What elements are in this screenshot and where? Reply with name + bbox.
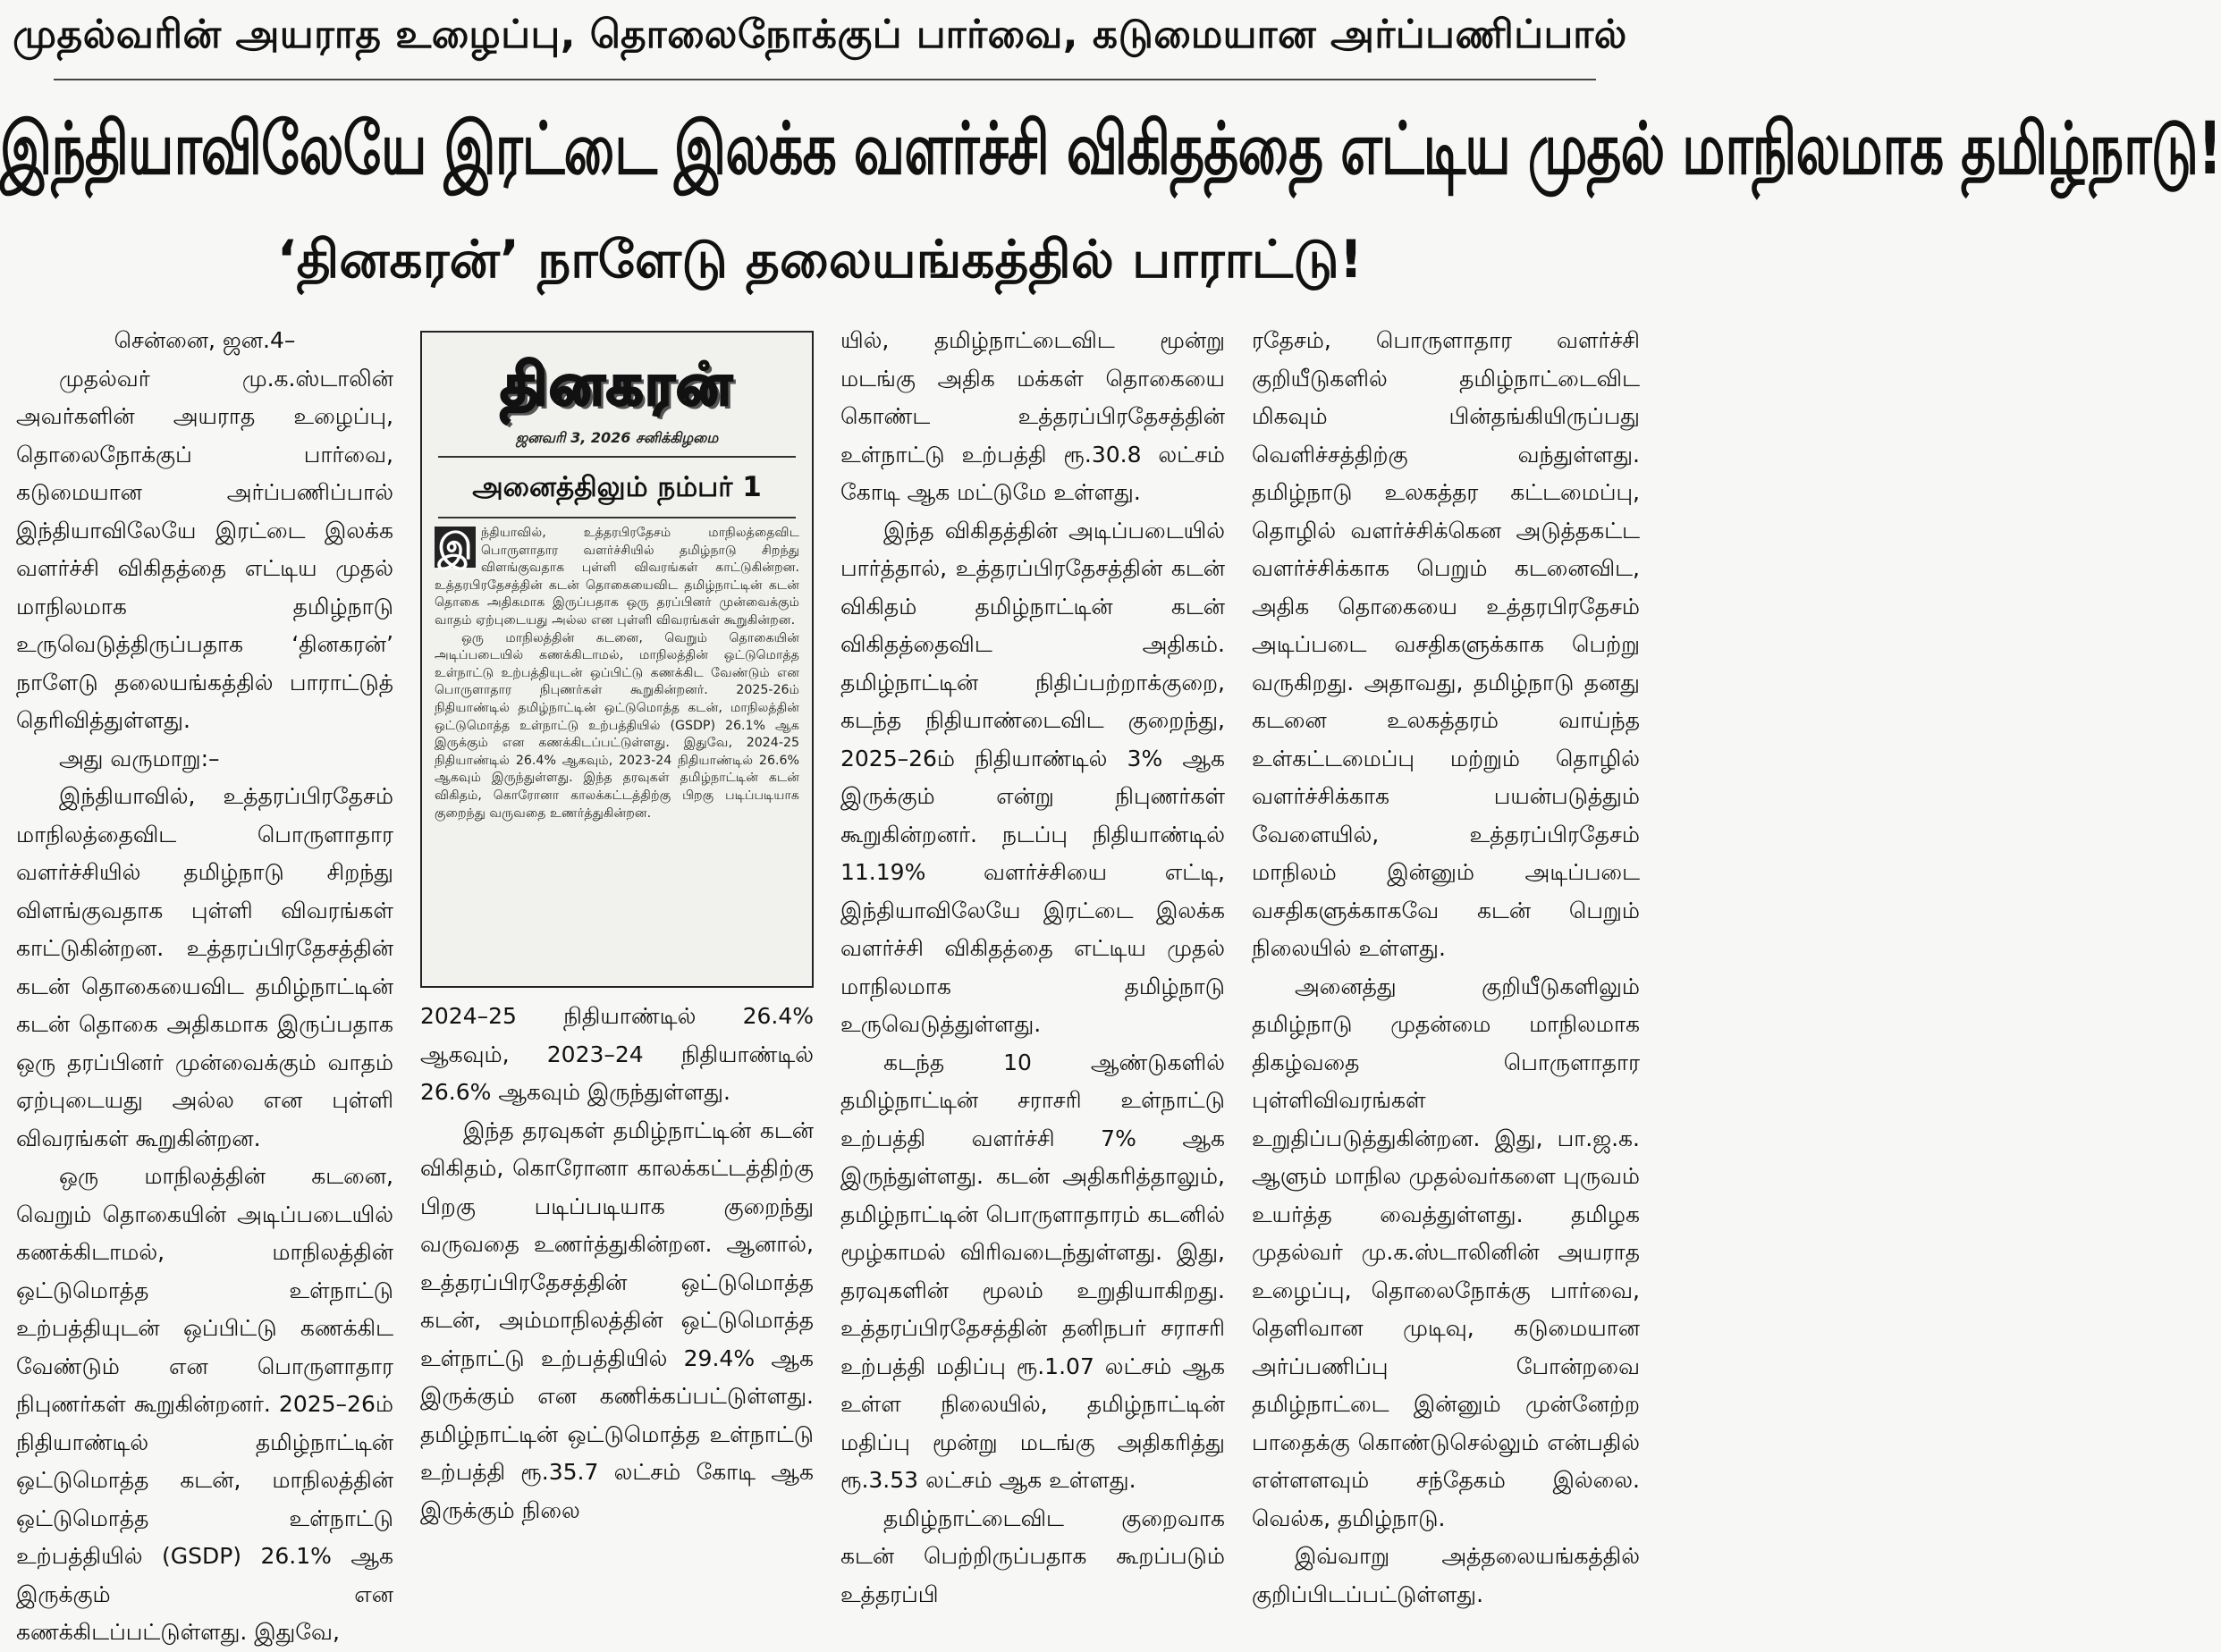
article-column-4 <box>1252 322 1640 1607</box>
article-paragraph: ஒரு மாநிலத்தின் கடனை, வெறும் தொகையின் அடிப்படையில் கணக்கிடாமல், மாநிலத்தின் ஒட்டுமொத்த உள்நாட்டு உற்பத்தியுடன் ஒப்பிட்டு கணக்கிட வேண்டும் என பொருளாதார நிபுணர்கள் கூறுகின்றனர். 2025–26ம் நிதியாண்டில் தமிழ்நாட்டின் ஒட்டுமொத்த கடன், மாநிலத்தின் ஒட்டுமொத்த உள்நாட்டு உற்பத்தியில் (GSDP) 26.1% ஆக இருக்கும் என கணக்கிடப்பட்டுள்ளது. இதுவே, <box>16 1163 393 1645</box>
clipping-body <box>435 525 799 976</box>
article-paragraph: இவ்வாறு அத்தலையங்கத்தில் குறிப்பிடப்பட்டுள்ளது. <box>1252 1543 1640 1607</box>
article-column-2 <box>420 998 814 1523</box>
article-paragraph: அது வருமாறு:– <box>59 745 220 771</box>
article-paragraph: யில், தமிழ்நாட்டைவிட மூன்று மடங்கு அதிக மக்கள் தொகையை கொண்ட உத்தரப்பிரதேசத்தின் உள்நாட்டு உற்பத்தி ரூ.30.8 லட்சம் கோடி ஆக மட்டுமே உள்ளது. <box>840 327 1225 505</box>
article-column-3 <box>840 322 1225 1607</box>
dateline: சென்னை, ஜன.4– <box>114 327 296 353</box>
clipping-paragraph: ந்தியாவில், உத்தரபிரதேசம் மாநிலத்தைவிட பொருளாதார வளர்ச்சியில் தமிழ்நாடு சிறந்து விளங்குவதாக புள்ளி விவரங்கள் காட்டுகின்றன. உத்தரபிரதேசத்தின் கடன் தொகையைவிட தமிழ்நாட்டின் கடன் தொகை அதிகமாக இருப்பதாக ஒரு தரப்பினர் முன்வைக்கும் வாதம் ஏற்புடையது அல்ல என புள்ளி விவரங்கள் கூறுகின்றன. <box>435 526 799 628</box>
clipping-rule <box>438 456 796 458</box>
article-paragraph: அனைத்து குறியீடுகளிலும் தமிழ்நாடு முதன்மை மாநிலமாக திகழ்வதை பொருளாதார புள்ளிவிவரங்கள் உறுதிப்படுத்துகின்றன. இது, பா.ஜ.க. ஆளும் மாநில முதல்வர்களை புருவம் உயர்த்த வைத்துள்ளது. தமிழக முதல்வர் மு.க.ஸ்டாலினின் அயராத உழைப்பு, தொலைநோக்கு பார்வை, தெளிவான முடிவு, கடுமையான அர்ப்பணிப்பு போன்றவை தமிழ்நாட்டை இன்னும் முன்னேற்ற பாதைக்கு கொண்டுசெல்லும் என்பதில் எள்ளளவும் சந்தேகம் இல்லை. வெல்க, தமிழ்நாடு. <box>1252 973 1640 1531</box>
clipping-masthead: தினகரன் <box>500 351 734 418</box>
article-paragraph: முதல்வர் மு.க.ஸ்டாலின் அவர்களின் அயராத உழைப்பு, தொலைநோக்குப் பார்வை, கடுமையான அர்ப்பணிப்பால் இந்தியாவிலேயே இரட்டை இலக்க வளர்ச்சி விகிதத்தை எட்டிய முதல் மாநிலமாக தமிழ்நாடு உருவெடுத்திருப்பதாக ‘தினகரன்’ நாளேடு தலையங்கத்தில் பாராட்டுத் தெரிவித்துள்ளது. <box>16 365 393 733</box>
article-paragraph: கடந்த 10 ஆண்டுகளில் தமிழ்நாட்டின் சராசரி உள்நாட்டு உற்பத்தி வளர்ச்சி 7% ஆக இருந்துள்ளது. கடன் அதிகரித்தாலும், தமிழ்நாட்டின் பொருளாதாரம் கடனில் மூழ்காமல் விரிவடைந்துள்ளது. இது, தரவுகளின் மூலம் உறுதியாகிறது. உத்தரப்பிரதேசத்தின் தனிநபர் சராசரி உற்பத்தி மதிப்பு ரூ.1.07 லட்சம் ஆக உள்ள நிலையில், தமிழ்நாட்டின் மதிப்பு மூன்று மடங்கு அதிகரித்து ரூ.3.53 லட்சம் ஆக உள்ளது. <box>840 1049 1225 1493</box>
article-paragraph: ரதேசம், பொருளாதார வளர்ச்சி குறியீடுகளில் தமிழ்நாட்டைவிட மிகவும் பின்தங்கியிருப்பது வெளிச்சத்திற்கு வந்துள்ளது. தமிழ்நாடு உலகத்தர கட்டமைப்பு, தொழில் வளர்ச்சிக்கென அடுத்தகட்ட வளர்ச்சிக்காக பெறும் கடனைவிட, அதிக தொகையை உத்தரபிரதேசம் அடிப்படை வசதிகளுக்காக பெற்று வருகிறது. அதாவது, தமிழ்நாடு தனது கடனை உலகத்தரம் வாய்ந்த உள்கட்டமைப்பு மற்றும் தொழில் வளர்ச்சிக்காக பயன்படுத்தும் வேளையில், உத்தரப்பிரதேசம் மாநிலம் இன்னும் அடிப்படை வசதிகளுக்காகவே கடன் பெறும் நிலையில் உள்ளது. <box>1252 327 1640 961</box>
article-paragraph: தமிழ்நாட்டைவிட குறைவாக கடன் பெற்றிருப்பதாக கூறப்படும் உத்தரப்பி <box>840 1504 1225 1607</box>
sub-headline: ‘தினகரன்’ நாளேடு தலையங்கத்தில் பாராட்டு! <box>276 229 1364 290</box>
main-headline: இந்தியாவிலேயே இரட்டை இலக்க வளர்ச்சி விகிதத்தை எட்டிய முதல் மாநிலமாக தமிழ்நாடு! <box>0 106 2221 192</box>
clipping-paragraph: ஒரு மாநிலத்தின் கடனை, வெறும் தொகையின் அடிப்படையில் கணக்கிடாமல், மாநிலத்தின் ஒட்டுமொத்த உள்நாட்டு உற்பத்தியுடன் ஒப்பிட்டு கணக்கிட வேண்டும் என பொருளாதார நிபுணர்கள் கூறுகின்றனர். 2025-26ம் நிதியாண்டில் தமிழ்நாட்டின் ஒட்டுமொத்த கடன், மாநிலத்தின் ஒட்டுமொத்த உள்நாட்டு உற்பத்தியில் (GSDP) 26.1% ஆக இருக்கும் என கணக்கிடப்பட்டுள்ளது. இதுவே, 2024-25 நிதியாண்டில் 26.4% ஆகவும், 2023-24 நிதியாண்டில் 26.6% ஆகவும் இருந்துள்ளது. இந்த தரவுகள் தமிழ்நாட்டின் கடன் விகிதம், கொரோனா காலக்கட்டத்திற்கு பிறகு படிப்படியாக குறைந்து வருவதை உணர்த்துகின்றன. <box>435 630 799 821</box>
article-paragraph: இந்த தரவுகள் தமிழ்நாட்டின் கடன் விகிதம், கொரோனா காலக்கட்டத்திற்கு பிறகு படிப்படியாக குறைந்து வருவதை உணர்த்துகின்றன. ஆனால், உத்தரப்பிரதேசத்தின் ஒட்டுமொத்த கடன், அம்மாநிலத்தின் ஒட்டுமொத்த உள்நாட்டு உற்பத்தியில் 29.4% ஆக இருக்கும் என கணிக்கப்பட்டுள்ளது. தமிழ்நாட்டின் ஒட்டுமொத்த உள்நாட்டு உற்பத்தி ரூ.35.7 லட்சம் கோடி ஆக இருக்கும் நிலை <box>420 1117 814 1523</box>
article-paragraph: 2024–25 நிதியாண்டில் 26.4% ஆகவும், 2023–24 நிதியாண்டில் 26.6% ஆகவும் இருந்துள்ளது. <box>420 1003 814 1105</box>
dropcap: இ <box>435 527 476 568</box>
kicker-headline: முதல்வரின் அயராத உழைப்பு, தொலைநோக்குப் பார்வை, கடுமையான அர்ப்பணிப்பால் <box>13 12 1627 57</box>
article-paragraph: இந்த விகிதத்தின் அடிப்படையில் பார்த்தால், உத்தரப்பிரதேசத்தின் கடன் விகிதம் தமிழ்நாட்டின் கடன் விகிதத்தைவிட அதிகம். தமிழ்நாட்டின் நிதிப்பற்றாக்குறை, கடந்த நிதியாண்டைவிட குறைந்து, 2025–26ம் நிதியாண்டில் 3% ஆக இருக்கும் என்று நிபுணர்கள் கூறுகின்றனர். நடப்பு நிதியாண்டில் 11.19% வளர்ச்சியை எட்டி, இந்தியாவிலேயே இரட்டை இலக்க வளர்ச்சி விகிதத்தை எட்டிய முதல் மாநிலமாக தமிழ்நாடு உருவெடுத்துள்ளது. <box>840 517 1225 1037</box>
newspaper-clipping <box>420 331 814 988</box>
clipping-rule <box>438 517 796 518</box>
article-column-1 <box>16 322 393 1645</box>
article-paragraph: இந்தியாவில், உத்தரப்பிரதேசம் மாநிலத்தைவிட பொருளாதார வளர்ச்சியில் தமிழ்நாடு சிறந்து விளங்குவதாக புள்ளி விவரங்கள் காட்டுகின்றன. உத்தரப்பிரதேசத்தின் கடன் தொகையைவிட தமிழ்நாட்டின் கடன் தொகை அதிகமாக இருப்பதாக ஒரு தரப்பினர் முன்வைக்கும் வாதம் ஏற்புடையது அல்ல என புள்ளி விவரங்கள் கூறுகின்றன. <box>16 783 393 1151</box>
clipping-date: ஜனவரி 3, 2026 சனிக்கிழமை <box>515 429 719 446</box>
clipping-title: அனைத்திலும் நம்பர் 1 <box>472 471 762 503</box>
